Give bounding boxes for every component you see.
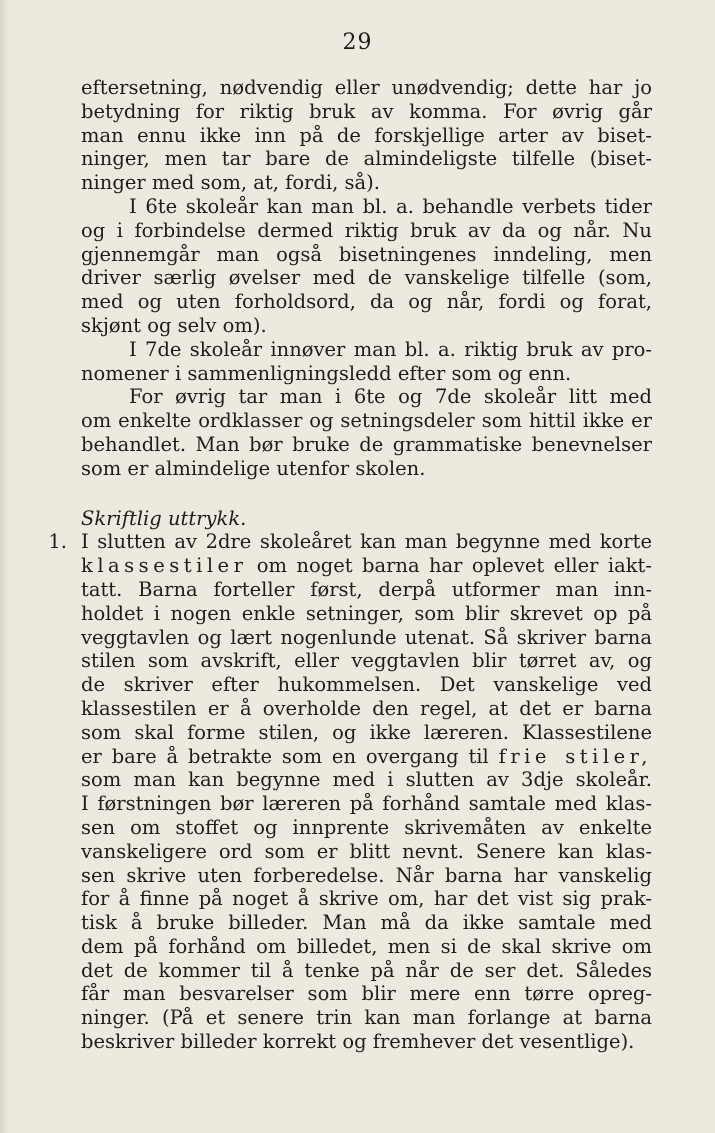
text-line: som skal forme stilen, og ikke læreren. Klassestilene: [81, 720, 652, 744]
text-line: I førstningen bør læreren på forhånd samtale med klas-: [81, 792, 652, 816]
text-line: og i forbindelse dermed riktig bruk av da og når. Nu: [81, 218, 652, 242]
text-line: For øvrig tar man i 6te og 7de skoleår litt med: [129, 385, 652, 409]
text-line: I 6te skoleår kan man bl. a. behandle verbets tider: [129, 194, 652, 218]
text-line: dem på forhånd om billedet, men si de skal skrive om: [81, 934, 652, 958]
text-line: får man besvarelser som blir mere enn tørre opreg-: [81, 982, 652, 1006]
spaced-term: klassestiler: [81, 554, 248, 578]
page-number: 29: [342, 30, 373, 55]
text-line: I slutten av 2dre skoleåret kan man begynne med korte: [81, 530, 652, 554]
body-text: [48, 76, 652, 1054]
text-line: man ennu ikke inn på de forskjellige arter av biset-: [81, 123, 652, 147]
text-line: gjennemgår man også bisetningenes inndeling, men: [81, 242, 652, 266]
text-line: I 7de skoleår innøver man bl. a. riktig bruk av pro-: [129, 337, 652, 361]
text-line: vanskeligere ord som er blitt nevnt. Senere kan klas-: [81, 839, 652, 863]
text-line: tatt. Barna forteller først, derpå utformer man inn-: [81, 577, 652, 601]
text-line: sen om stoffet og innprente skrivemåten av enkelte: [81, 815, 652, 839]
text-line: ninger. (På et senere trin kan man forlange at barna: [81, 1006, 652, 1030]
text-line: veggtavlen og lært nogenlunde utenat. Så skriver barna: [81, 625, 652, 649]
text-line-spaced: [81, 745, 652, 769]
numbered-item-1: [48, 530, 652, 1054]
text-line: for å finne på noget å skrive om, har det vist sig prak-: [81, 887, 652, 911]
text-line: med og uten forholdsord, da og når, fordi og forat,: [81, 290, 652, 314]
text-fragment: er bare å betrakte som en overgang til: [81, 744, 499, 768]
text-line: eftersetning, nødvendig eller unødvendig; dette har jo: [81, 76, 652, 99]
text-line: nomener i sammenligningsledd efter som og enn.: [81, 361, 572, 385]
text-line: som er almindelige utenfor skolen.: [81, 456, 426, 480]
text-line: sen skrive uten forberedelse. Når barna har vanskelig: [81, 863, 652, 887]
text-line: klassestilen er å overholde den regel, at det er barna: [81, 696, 652, 720]
paragraph-2: [81, 195, 652, 338]
text-line: betydning for riktig bruk av komma. For øvrig går: [81, 99, 652, 123]
text-line: om enkelte ordklasser og setningsdeler som hittil ikke er: [81, 409, 652, 433]
section-spacer: [81, 481, 652, 507]
text-line: behandlet. Man bør bruke de grammatiske benevnelser: [81, 432, 652, 456]
text-line: som man kan begynne med i slutten av 3dje skoleår.: [81, 768, 652, 792]
text-fragment: om noget barna har oplevet eller iakt-: [247, 554, 652, 578]
text-line: driver særlig øvelser med de vanskelige tilfelle (som,: [81, 266, 652, 290]
text-line: det de kommer til å tenke på når de ser det. Således: [81, 958, 652, 982]
paragraph-4: [81, 385, 652, 480]
text-line: tisk å bruke billeder. Man må da ikke samtale med: [81, 911, 652, 935]
text-line: ninger med som, at, fordi, så).: [81, 171, 380, 195]
item-marker: 1.: [48, 530, 67, 554]
text-line: de skriver efter hukommelsen. Det vanskelige ved: [81, 673, 652, 697]
text-line: ninger, men tar bare de almindeligste tilfelle (biset-: [81, 147, 652, 171]
section-heading: Skriftlig uttrykk.: [81, 506, 247, 530]
text-line: skjønt og selv om).: [81, 313, 267, 337]
binding-gutter: [0, 0, 8, 1133]
text-line: beskriver billeder korrekt og fremhever det vesentlige).: [81, 1030, 635, 1054]
paragraph-1: [81, 76, 652, 195]
text-line: holdet i nogen enkle setninger, som blir skrevet op på: [81, 601, 652, 625]
text-line-spaced: [81, 554, 652, 578]
paragraph-3: [81, 338, 652, 386]
text-line: stilen som avskrift, eller veggtavlen blir tørret av, og: [81, 649, 652, 673]
spaced-term: frie stiler,: [498, 744, 652, 768]
